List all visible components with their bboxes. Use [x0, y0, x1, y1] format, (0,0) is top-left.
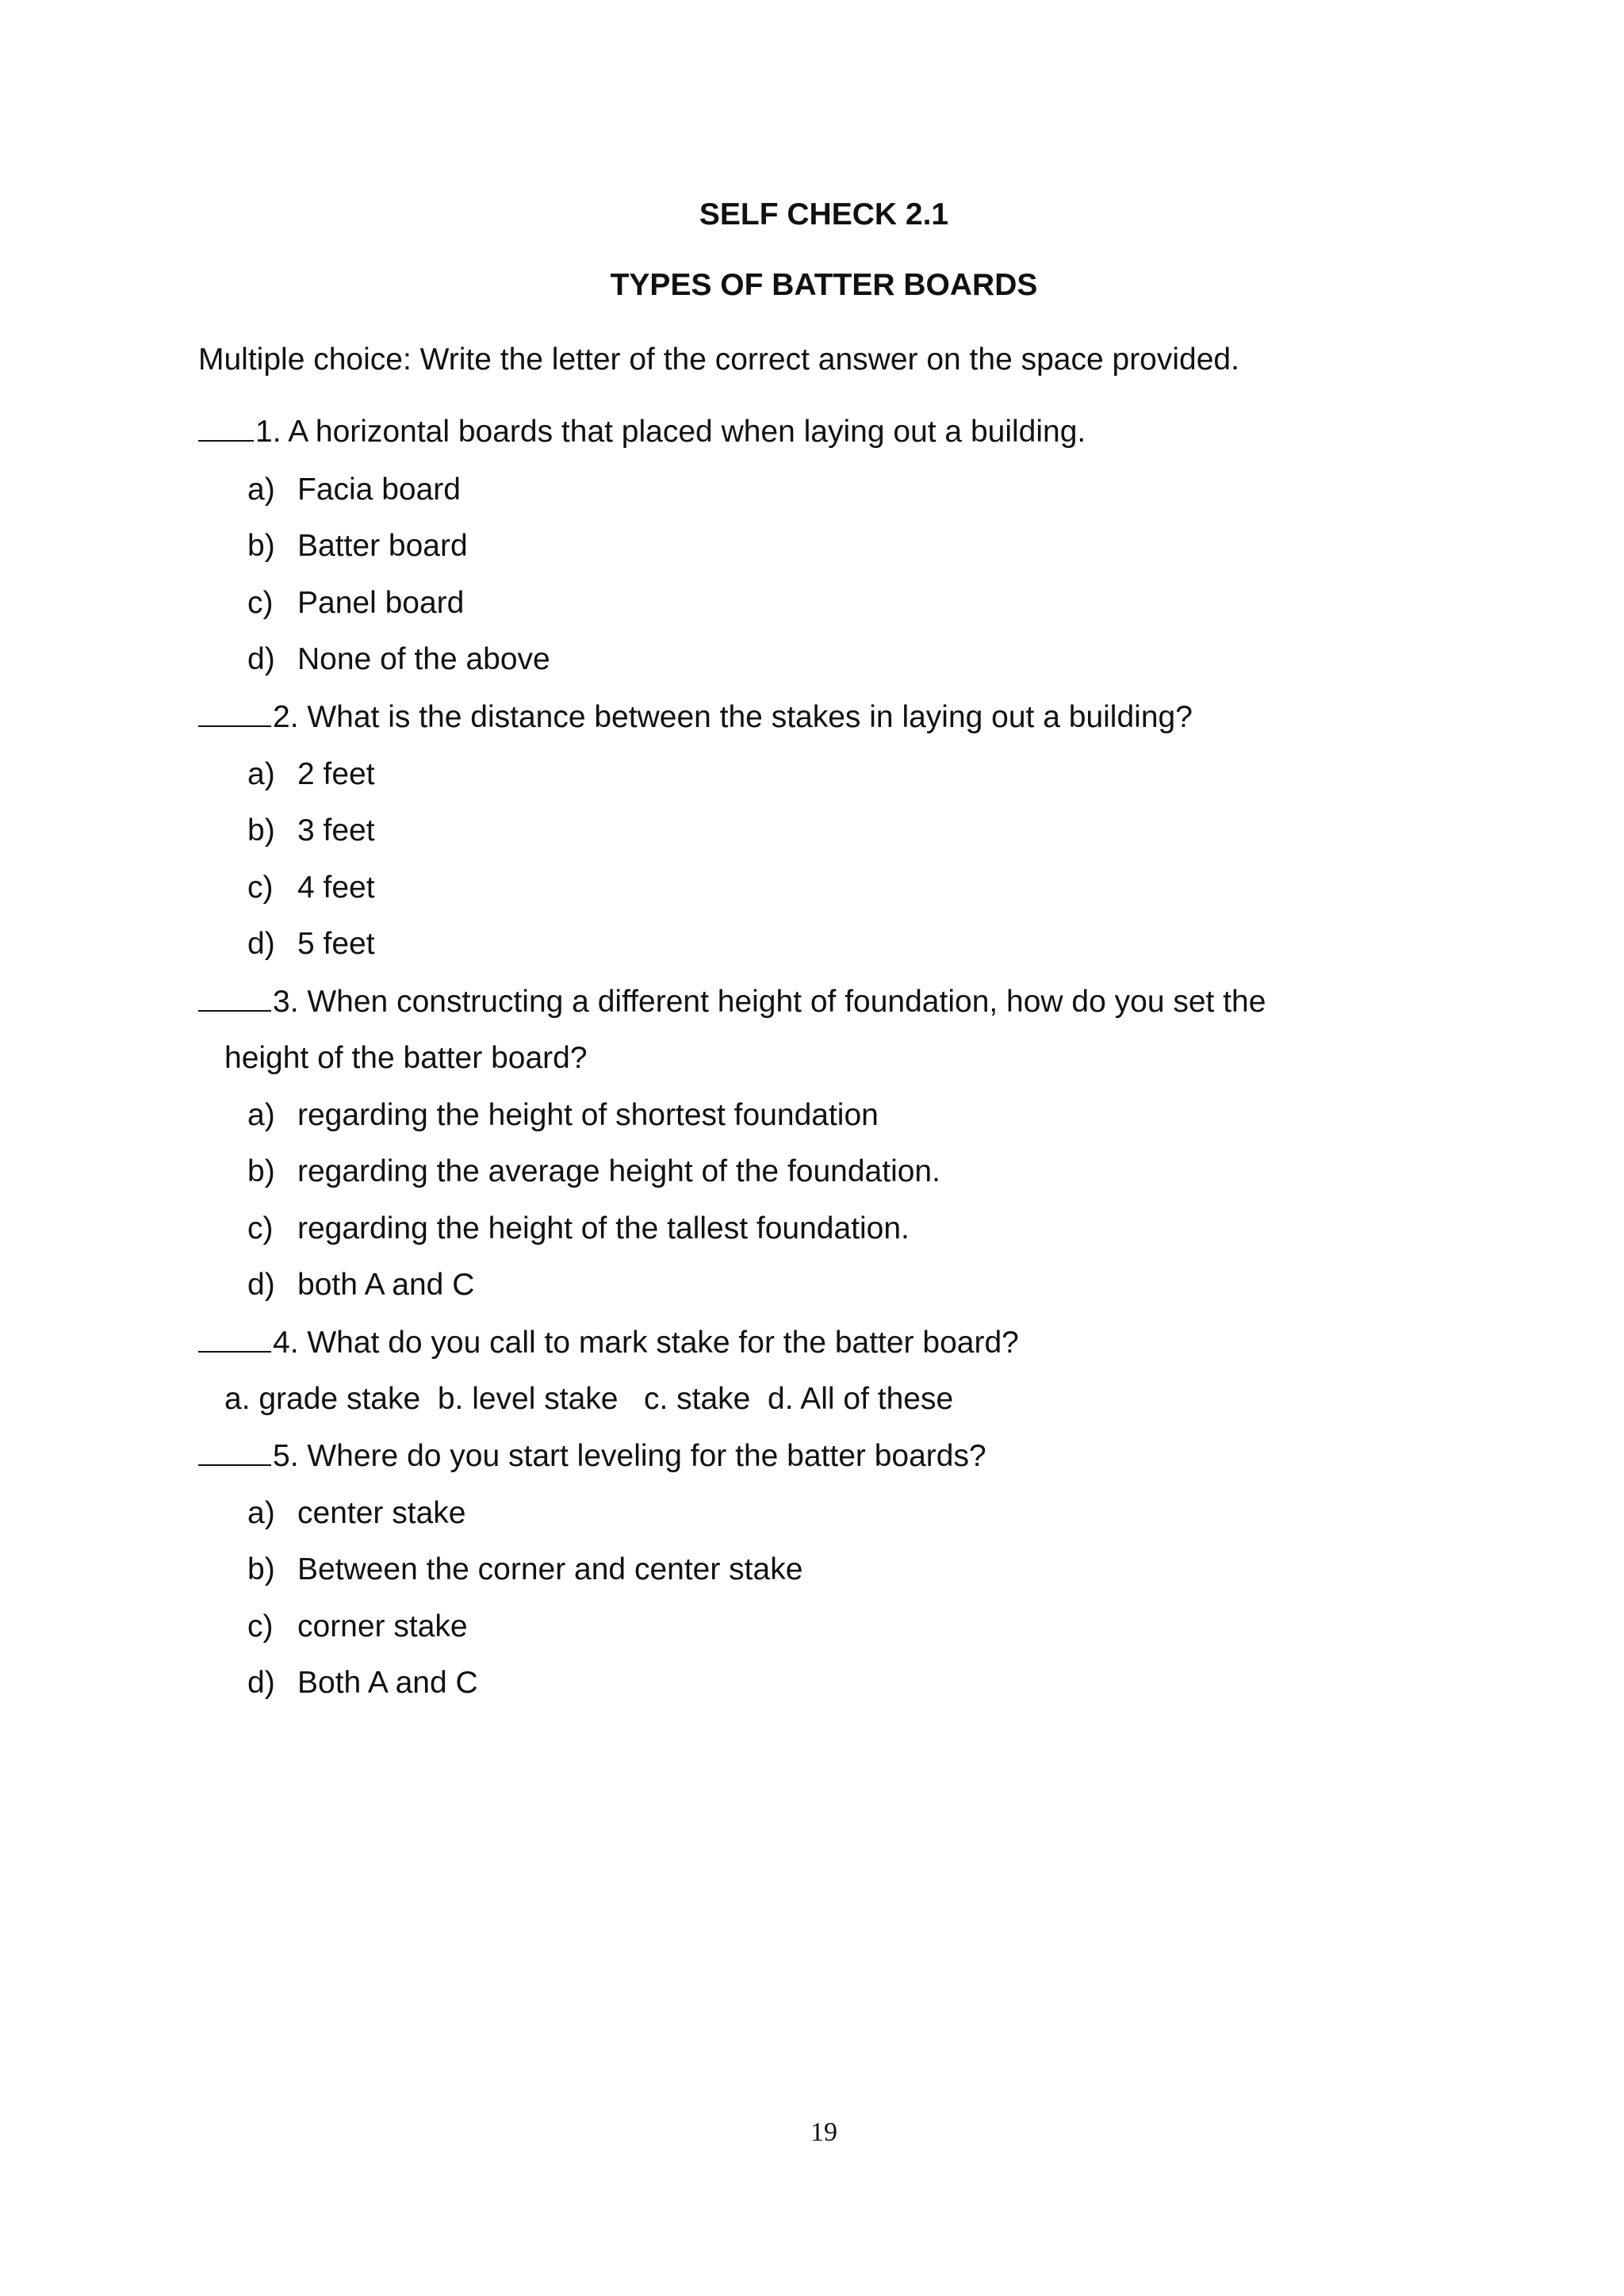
answer-blank [198, 986, 271, 1012]
option-5b [247, 1551, 802, 1589]
option-text: 5 feet [297, 927, 375, 961]
option-text: Batter board [297, 529, 468, 563]
question-text: 1. A horizontal boards that placed when laying out a building. [255, 415, 1086, 449]
option-text: both A and C [297, 1268, 475, 1302]
answer-blank [198, 1441, 271, 1466]
option-2b [247, 812, 375, 850]
question-4 [198, 1324, 1019, 1362]
option-text: None of the above [297, 642, 550, 676]
answer-blank [198, 416, 254, 442]
option-5d [247, 1664, 478, 1702]
option-text: Between the corner and center stake [297, 1552, 803, 1586]
question-5 [198, 1437, 986, 1475]
question-text: 3. When constructing a different height of foundation, how do you set the [273, 985, 1266, 1019]
option-text: corner stake [297, 1609, 468, 1644]
option-text: Facia board [297, 473, 461, 507]
option-letter: c) [247, 1609, 274, 1644]
option-text: 4 feet [297, 871, 375, 905]
option-letter: d) [247, 642, 275, 676]
option-3b [247, 1153, 940, 1191]
question-2 [198, 698, 1193, 737]
option-text: 2 feet [297, 757, 375, 791]
option-text: regarding the average height of the foundation. [297, 1154, 940, 1188]
option-letter: a) [247, 1098, 275, 1132]
self-check-title: SELF CHECK 2.1 [699, 197, 949, 232]
question-1 [198, 413, 1086, 451]
option-letter: c) [247, 871, 274, 905]
option-text: regarding the height of shortest foundation [297, 1098, 879, 1132]
option-text: regarding the height of the tallest foundation. [297, 1211, 910, 1246]
option-letter: a) [247, 473, 275, 507]
question-text: 5. Where do you start leveling for the batter boards? [273, 1439, 986, 1473]
option-letter: b) [247, 1552, 275, 1586]
question-text: 4. What do you call to mark stake for the batter board? [273, 1326, 1019, 1360]
instructions-text: Multiple choice: Write the letter of the correct answer on the space provided. [198, 342, 1239, 377]
question-3 [198, 983, 1266, 1021]
option-2d [247, 925, 375, 963]
question-text: 2. What is the distance between the stakes in laying out a building? [273, 700, 1193, 734]
option-5c [247, 1608, 468, 1646]
question-3-continued: height of the batter board? [224, 1041, 588, 1075]
option-text: center stake [297, 1496, 466, 1530]
option-1a [247, 471, 461, 509]
option-3c [247, 1210, 910, 1248]
option-text: Both A and C [297, 1666, 478, 1700]
option-3d [247, 1266, 474, 1304]
option-2c [247, 869, 375, 907]
option-letter: b) [247, 813, 275, 848]
option-letter: a) [247, 1496, 275, 1530]
page-number: 19 [810, 2118, 837, 2147]
option-5a [247, 1494, 465, 1533]
answer-blank [198, 702, 271, 727]
option-letter: d) [247, 1268, 275, 1302]
option-text: Panel board [297, 586, 465, 620]
option-3a [247, 1096, 879, 1135]
option-letter: b) [247, 529, 275, 563]
option-1b [247, 527, 468, 565]
option-1d [247, 641, 550, 679]
option-text: 3 feet [297, 813, 375, 848]
option-letter: d) [247, 1666, 275, 1700]
option-letter: d) [247, 927, 275, 961]
section-heading: TYPES OF BATTER BOARDS [610, 268, 1038, 302]
option-1c [247, 584, 464, 622]
option-2a [247, 756, 375, 794]
option-letter: c) [247, 586, 274, 620]
question-4-choices: a. grade stake b. level stake c. stake d. All of these [224, 1382, 954, 1416]
option-letter: a) [247, 757, 275, 791]
option-letter: b) [247, 1154, 275, 1188]
answer-blank [198, 1327, 271, 1353]
option-letter: c) [247, 1211, 274, 1246]
